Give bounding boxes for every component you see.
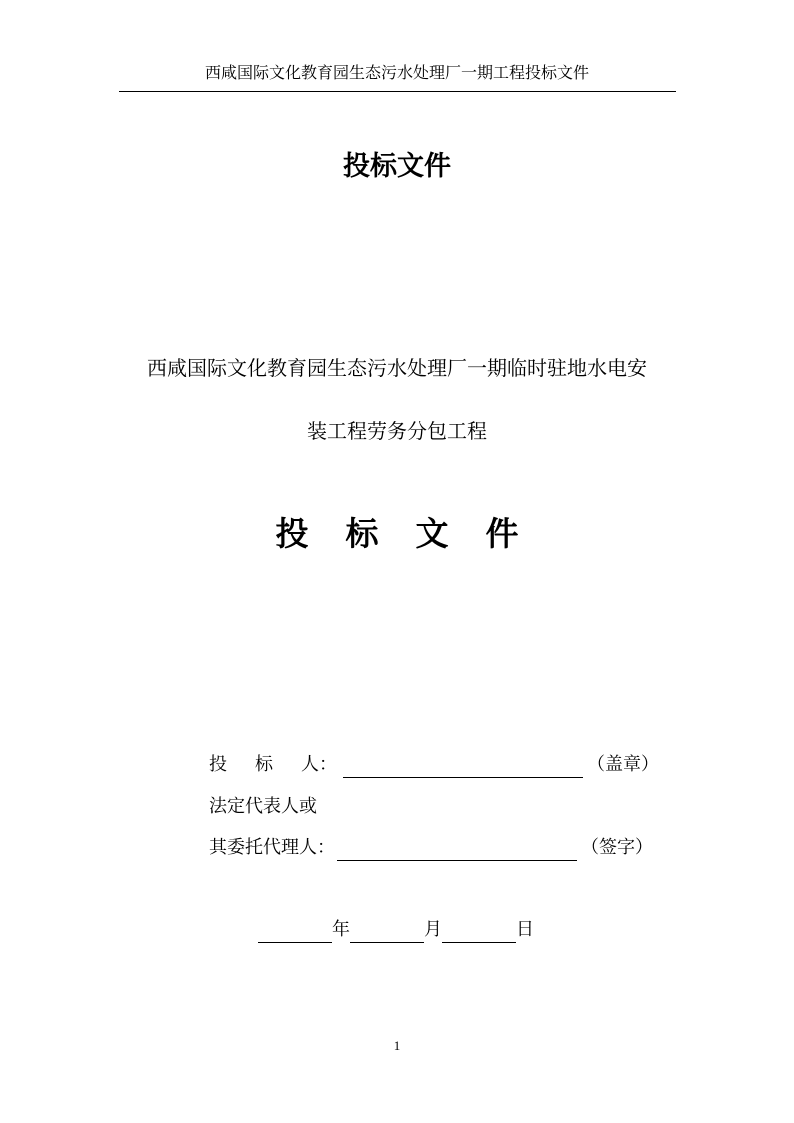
bidder-label-char: 投	[209, 754, 227, 775]
header-divider	[119, 91, 676, 92]
agent-signature-line[interactable]	[337, 840, 577, 861]
bidder-label-colon: ：	[319, 754, 337, 775]
document-title-large: 投标文件	[275, 514, 556, 553]
agent-label: 其委托代理人：	[209, 837, 335, 858]
header-title: 西咸国际文化教育园生态污水处理厂一期工程投标文件	[204, 63, 589, 82]
project-name-line-1: 西咸国际文化教育园生态污水处理厂一期临时驻地水电安	[147, 356, 647, 380]
agent-sign-note: （签字）	[581, 837, 653, 858]
bidder-label-char: 标	[255, 754, 273, 775]
legal-rep-row	[209, 794, 317, 820]
bidder-seal-note: （盖章）	[587, 754, 659, 775]
bidder-label-char: 人	[301, 754, 319, 775]
document-title: 投标文件	[343, 151, 451, 182]
year-label: 年	[332, 919, 350, 940]
page-number: 1	[393, 1038, 401, 1053]
year-blank[interactable]	[258, 922, 332, 943]
bidder-label	[209, 752, 341, 778]
day-blank[interactable]	[442, 922, 516, 943]
month-blank[interactable]	[350, 922, 424, 943]
month-label: 月	[424, 919, 442, 940]
agent-row	[209, 835, 653, 861]
bidder-row	[209, 752, 659, 778]
legal-rep-label: 法定代表人或	[209, 796, 317, 817]
project-name-line-2: 装工程劳务分包工程	[307, 419, 487, 443]
day-label: 日	[516, 919, 534, 940]
date-row	[258, 917, 534, 943]
bidder-signature-line[interactable]	[343, 757, 583, 778]
